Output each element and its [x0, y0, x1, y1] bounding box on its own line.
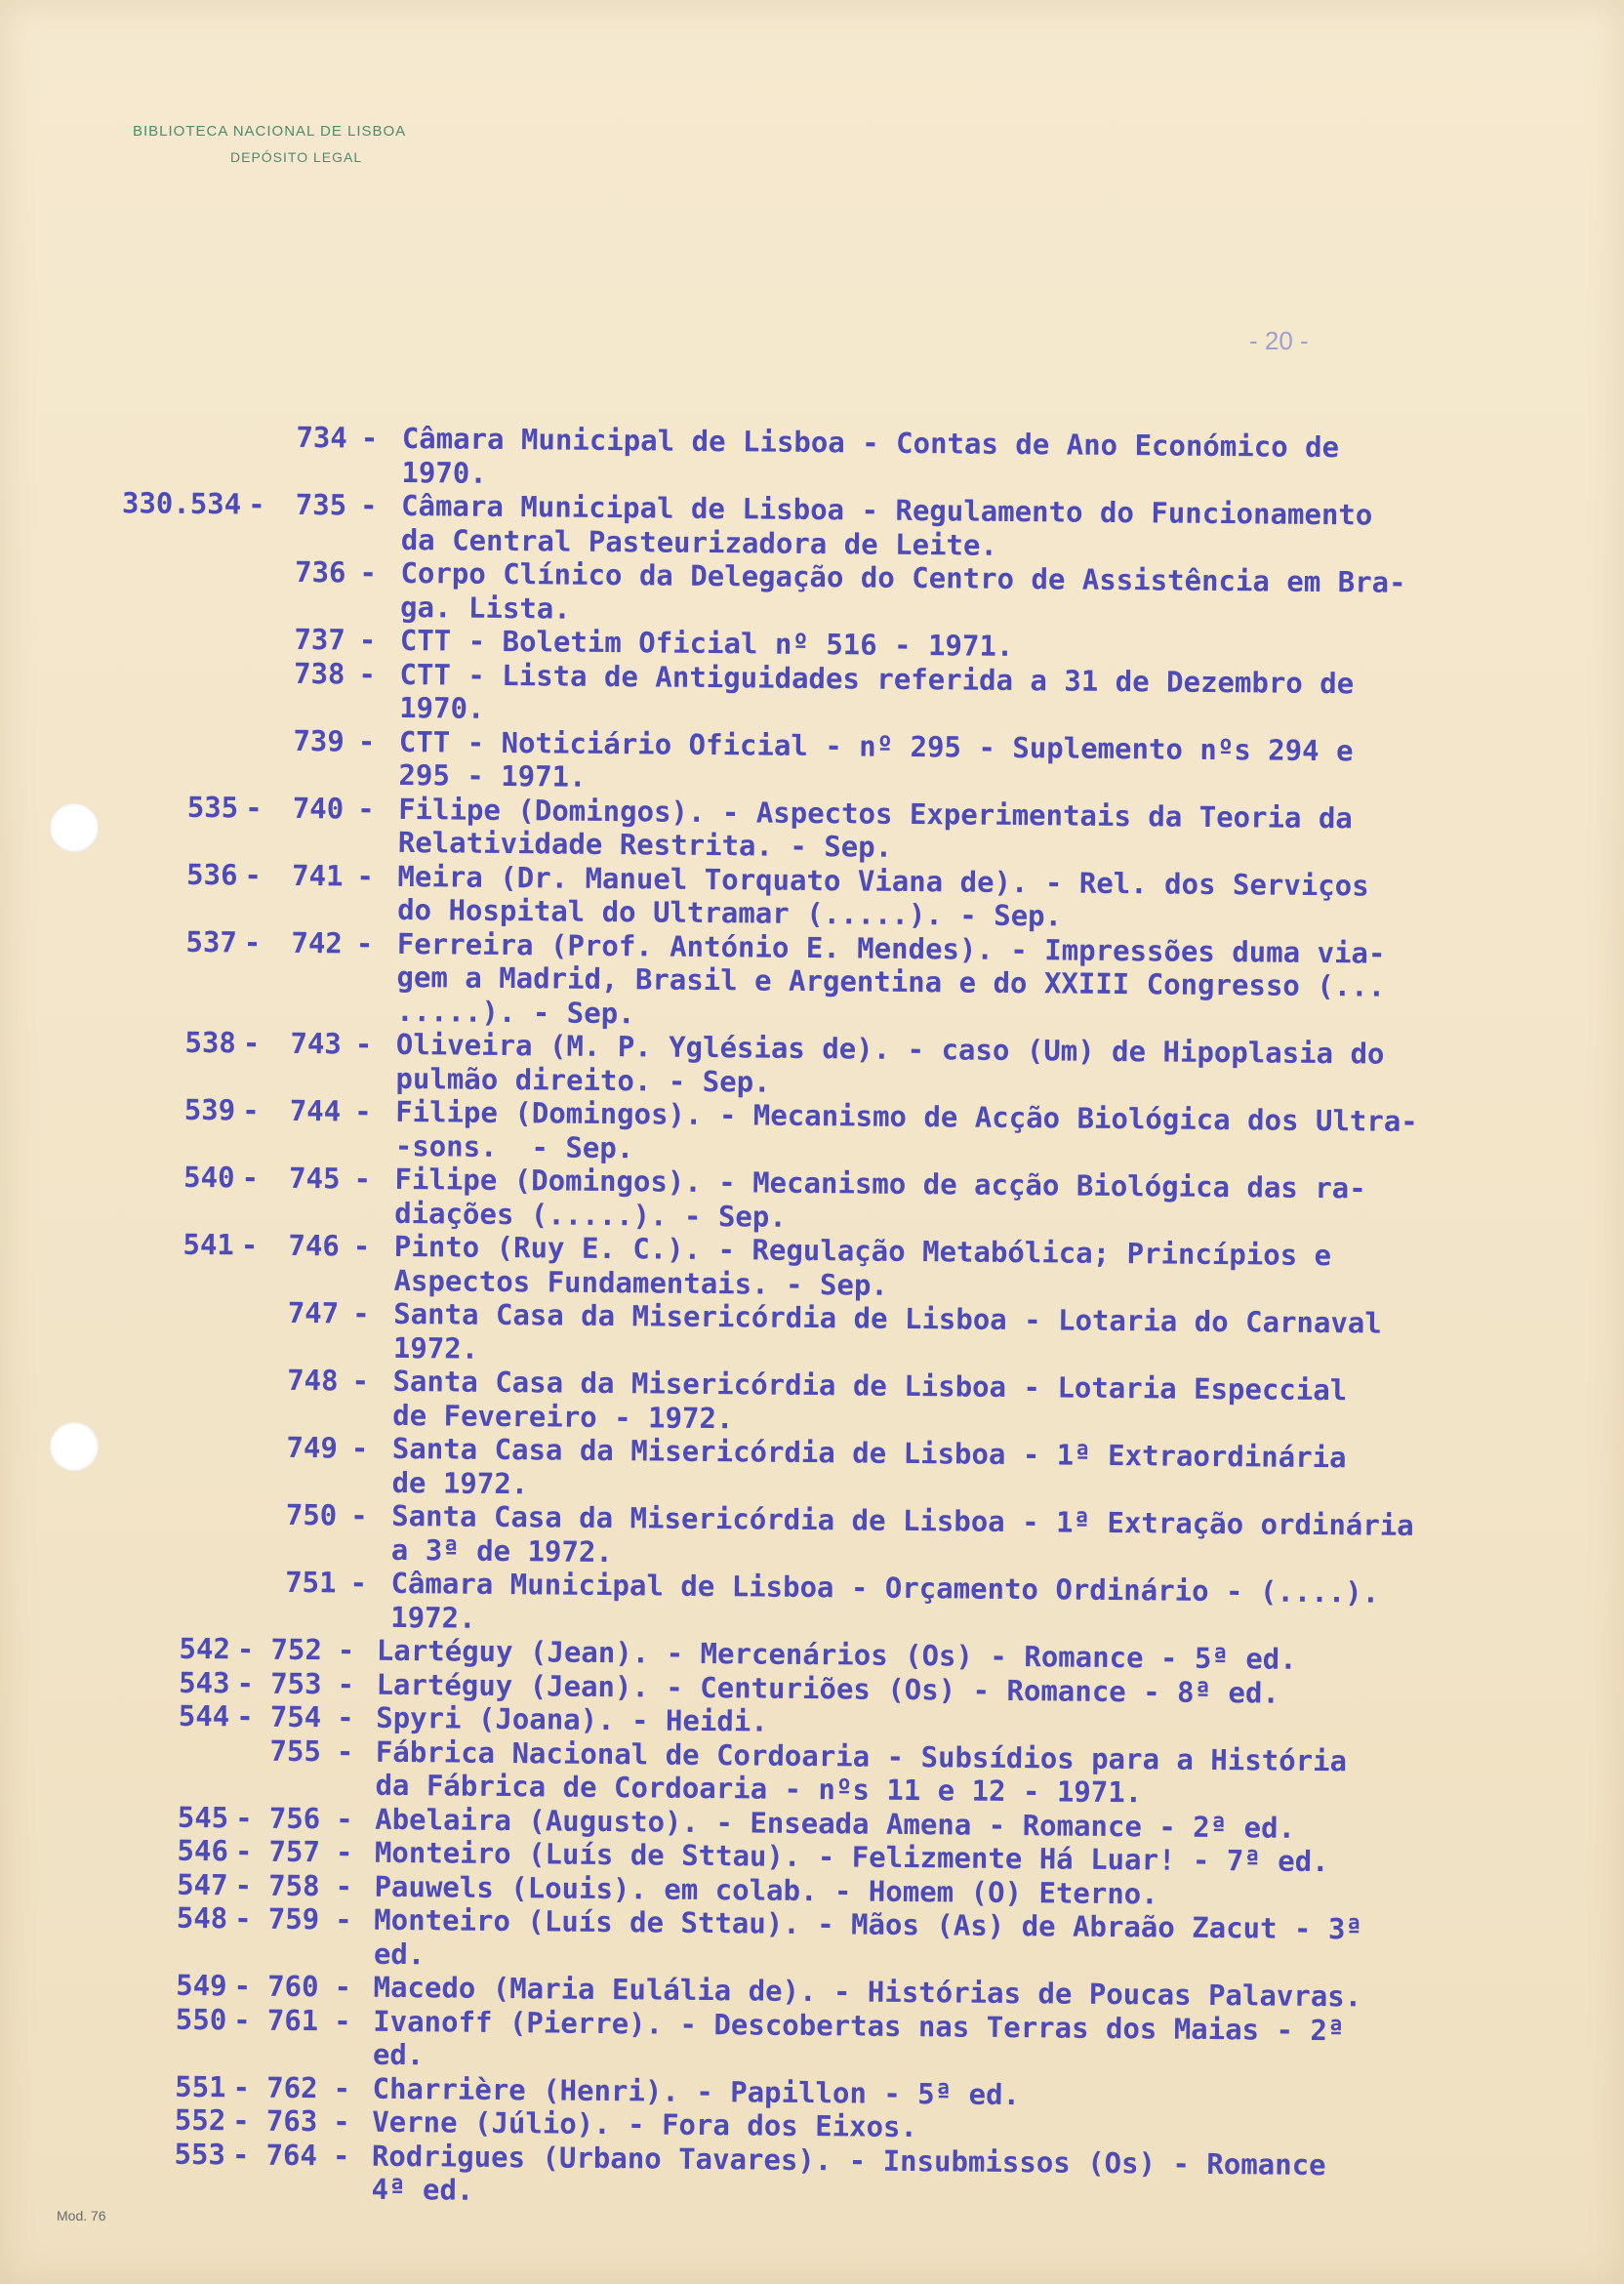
separator-dash: - — [354, 1027, 373, 1061]
entry-number: 760 — [267, 1969, 319, 2004]
catalog-entry — [0, 2135, 1607, 2218]
entry-text: 1970. — [399, 690, 485, 725]
separator-dash: - — [332, 2138, 350, 2173]
entry-text: Santa Casa da Misericórdia de Lisboa - Lotaria do Carnaval — [393, 1296, 1382, 1340]
entry-text: 1970. — [401, 455, 487, 490]
separator-dash: - — [335, 1902, 352, 1937]
entry-text: Oliveira (M. P. Yglésias de). - caso (Um) de Hipoplasia do — [395, 1027, 1385, 1071]
entry-text: Pinto (Ruy E. C.). - Regulação Metabólica; Princípios e — [393, 1229, 1332, 1273]
separator-dash: - — [236, 1665, 255, 1700]
call-number: 550 — [175, 2002, 227, 2036]
entry-text: do Hospital do Ultramar (.....). - Sep. — [397, 892, 1063, 933]
entry-text: ed. — [373, 1937, 426, 1971]
entry-number: 736 — [294, 554, 346, 590]
entry-text: CTT - Noticiário Oficial - nº 295 - Suplemento nºs 294 e — [398, 724, 1354, 767]
entry-number: 755 — [269, 1733, 322, 1768]
entry-text: Filipe (Domingos). - Mecanismo de Acção Biológica dos Ultra- — [395, 1094, 1418, 1138]
entry-text: CTT - Boletim Oficial nº 516 - 1971. — [399, 623, 1014, 663]
call-number: 538 — [184, 1025, 237, 1060]
entry-text: 1972. — [390, 1600, 476, 1635]
separator-dash: - — [359, 488, 378, 522]
entry-number: 735 — [295, 487, 347, 522]
call-number: 552 — [174, 2102, 226, 2138]
separator-dash: - — [357, 724, 376, 758]
separator-dash: - — [236, 1699, 254, 1733]
separator-dash: - — [360, 421, 379, 455]
separator-dash: - — [243, 924, 262, 959]
entry-number: 757 — [268, 1834, 321, 1869]
separator-dash: - — [235, 1800, 253, 1835]
entry-text: Abelaira (Augusto). - Enseada Amena - Romance - 2ª ed. — [375, 1802, 1296, 1845]
call-number: 330.534 — [121, 486, 242, 521]
entry-number: 762 — [266, 2070, 318, 2104]
entry-text: Lartéguy (Jean). - Centuriões (Os) - Romance - 8ª ed. — [376, 1667, 1280, 1710]
entry-text: -sons. - Sep. — [394, 1128, 634, 1164]
separator-dash: - — [335, 1868, 353, 1903]
separator-dash: - — [353, 1162, 372, 1196]
separator-dash: - — [337, 1633, 355, 1667]
letterhead-institution: BIBLIOTECA NACIONAL DE LISBOA — [133, 123, 407, 140]
entry-number: 734 — [296, 420, 347, 455]
separator-dash: - — [241, 1161, 260, 1195]
entry-text: ed. — [372, 2037, 425, 2072]
entry-text: Monteiro (Luís de Sttau). - Mãos (As) de Abraão Zacut - 3ª — [374, 1902, 1363, 1946]
entry-text: Meira (Dr. Manuel Torquato Viana de). - Rel. dos Serviços — [397, 859, 1369, 902]
catalog-entry — [0, 922, 1619, 1039]
entry-number: 753 — [270, 1666, 322, 1700]
entry-number: 745 — [288, 1161, 341, 1196]
entry-text: CTT - Lista de Antiguidades referida a 31 de Dezembro de — [399, 657, 1355, 700]
entry-text: .....). - Sep. — [396, 994, 635, 1030]
entry-number: 750 — [285, 1497, 338, 1532]
entry-text: Fábrica Nacional de Cordoaria - Subsídios para a História — [375, 1734, 1348, 1777]
form-code: Mod. 76 — [57, 2208, 106, 2223]
separator-dash: - — [335, 1835, 353, 1869]
entry-text: Filipe (Domingos). - Aspectos Experimentais da Teoria da — [398, 792, 1354, 835]
call-number: 541 — [183, 1227, 235, 1262]
separator-dash: - — [354, 1094, 372, 1128]
entry-text: Aspectos Fundamentais. - Sep. — [393, 1263, 889, 1302]
separator-dash: - — [350, 1498, 368, 1532]
separator-dash: - — [234, 1867, 253, 1902]
entry-text: a 3ª de 1972. — [390, 1532, 614, 1569]
entry-text: Santa Casa da Misericórdia de Lisboa - 1ª Extração ordinária — [391, 1498, 1414, 1542]
entry-number: 763 — [265, 2103, 318, 2139]
separator-dash: - — [334, 1970, 352, 2004]
entry-number: 738 — [293, 656, 345, 690]
entry-number: 752 — [270, 1632, 323, 1667]
entry-number: 747 — [287, 1295, 340, 1330]
entry-number: 754 — [269, 1699, 322, 1734]
entry-text: Rodrigues (Urbano Tavares). - Insubmissos (Os) - Romance — [371, 2139, 1326, 2182]
call-number: 553 — [174, 2137, 226, 2171]
entry-number: 749 — [286, 1430, 339, 1465]
entry-number: 756 — [268, 1801, 321, 1835]
separator-dash: - — [232, 2069, 251, 2104]
page-number: - 20 - — [1249, 326, 1309, 355]
entry-number: 761 — [266, 2003, 319, 2037]
call-number: 536 — [185, 857, 238, 891]
entry-text: de Fevereiro - 1972. — [392, 1398, 734, 1435]
entry-text: Santa Casa da Misericórdia de Lisboa - 1ª Extraordinária — [391, 1431, 1347, 1475]
separator-dash: - — [231, 2137, 250, 2172]
call-number: 549 — [176, 1968, 227, 2003]
separator-dash: - — [333, 2104, 350, 2139]
separator-dash: - — [355, 926, 374, 960]
call-number: 545 — [177, 1800, 229, 1834]
separator-dash: - — [356, 859, 375, 893]
entry-text: 4ª ed. — [371, 2172, 474, 2207]
entry-text: da Fábrica de Cordoaria - nºs 11 e 12 - 1971. — [375, 1768, 1143, 1810]
call-number: 546 — [177, 1833, 229, 1868]
call-number: 547 — [177, 1867, 228, 1901]
entry-number: 743 — [290, 1026, 343, 1061]
entry-text: de 1972. — [391, 1465, 529, 1500]
entry-text: gem a Madrid, Brasil e Argentina e do XXIII Congresso (... — [396, 959, 1386, 1003]
separator-dash: - — [244, 857, 263, 892]
separator-dash: - — [352, 1296, 370, 1330]
separator-dash: - — [336, 1801, 353, 1836]
separator-dash: - — [358, 623, 377, 657]
call-number: 535 — [186, 790, 239, 824]
separator-dash: - — [232, 2103, 250, 2138]
entry-number: 764 — [265, 2138, 318, 2172]
separator-dash: - — [236, 1632, 255, 1666]
separator-dash: - — [334, 2003, 351, 2038]
entry-text: 1972. — [392, 1330, 479, 1366]
call-number: 544 — [178, 1698, 230, 1733]
call-number: 537 — [185, 924, 238, 958]
separator-dash: - — [352, 1229, 371, 1263]
letterhead-stamp — [133, 123, 406, 165]
entry-text: Câmara Municipal de Lisboa - Orçamento Ordinário - (....). — [390, 1566, 1380, 1610]
separator-dash: - — [242, 1026, 261, 1060]
entry-text: Charrière (Henri). - Papillon - 5ª ed. — [372, 2071, 1021, 2111]
separator-dash: - — [350, 1431, 369, 1465]
separator-dash: - — [247, 487, 265, 521]
entry-text: Lartéguy (Jean). - Mercenários (Os) - Romance - 5ª ed. — [376, 1633, 1297, 1676]
entry-text: Santa Casa da Misericórdia de Lisboa - Lotaria Especcial — [392, 1364, 1348, 1407]
separator-dash: - — [234, 1901, 252, 1936]
separator-dash: - — [337, 1666, 355, 1701]
call-number: 551 — [175, 2069, 226, 2103]
entry-text: diações (.....). - Sep. — [394, 1196, 787, 1234]
separator-dash: - — [233, 1969, 252, 2003]
separator-dash: - — [337, 1700, 354, 1734]
separator-dash: - — [245, 790, 263, 825]
separator-dash: - — [233, 2002, 251, 2037]
entry-text: Câmara Municipal de Lisboa - Contas de Ano Económico de — [401, 421, 1340, 465]
entry-number: 748 — [286, 1363, 339, 1398]
call-number: 540 — [183, 1160, 235, 1195]
catalog-entry-list — [0, 418, 1624, 2218]
entry-text: Verne (Júlio). - Fora dos Eixos. — [372, 2104, 918, 2144]
separator-dash: - — [242, 1093, 260, 1127]
entry-text: Monteiro (Luís de Sttau). - Felizmente Há Luar! - 7ª ed. — [374, 1835, 1329, 1879]
entry-number: 746 — [288, 1228, 341, 1263]
call-number: 539 — [183, 1092, 236, 1127]
entry-text: Macedo (Maria Eulália de). - Histórias de Poucas Palavras. — [373, 1970, 1362, 2014]
call-number: 543 — [179, 1665, 230, 1699]
separator-dash: - — [357, 792, 375, 826]
entry-text: Filipe (Domingos). - Mecanismo de acção Biológica das ra- — [394, 1162, 1366, 1205]
separator-dash: - — [234, 1834, 253, 1868]
entry-number: 740 — [292, 791, 345, 825]
entry-number: 758 — [268, 1868, 320, 1902]
entry-text: Pauwels (Louis). em colab. - Homem (O) Eterno. — [374, 1869, 1158, 1910]
entry-text: Corpo Clínico da Delegação do Centro de Assistência em Bra- — [400, 555, 1406, 599]
entry-text: pulmão direito. - Sep. — [395, 1061, 771, 1099]
separator-dash: - — [359, 555, 378, 590]
entry-text: ga. Lista. — [399, 590, 571, 626]
separator-dash: - — [349, 1566, 368, 1600]
letterhead-department: DEPÓSITO LEGAL — [230, 149, 363, 165]
entry-number: 737 — [294, 622, 345, 657]
entry-text: Ivanoff (Pierre). - Descobertas nas Terras dos Maias - 2ª — [373, 2004, 1345, 2047]
separator-dash: - — [358, 657, 377, 691]
entry-number: 759 — [267, 1901, 320, 1937]
entry-text: Spyri (Joana). - Heidi. — [376, 1700, 768, 1738]
separator-dash: - — [240, 1228, 259, 1262]
entry-text: da Central Pasteurizadora de Leite. — [400, 522, 998, 562]
separator-dash: - — [351, 1364, 370, 1398]
entry-text: 295 - 1971. — [398, 757, 587, 794]
call-number: 542 — [179, 1631, 231, 1666]
entry-number: 741 — [291, 858, 344, 892]
entry-text: Câmara Municipal de Lisboa - Regulamento do Funcionamento — [400, 488, 1373, 532]
separator-dash: - — [336, 1733, 354, 1769]
entry-text: Relatividade Restrita. - Sep. — [397, 825, 893, 864]
entry-number: 744 — [289, 1093, 342, 1128]
entry-text: Ferreira (Prof. António E. Mendes). - Impressões duma via- — [396, 926, 1386, 970]
entry-number: 742 — [291, 925, 344, 959]
call-number: 548 — [176, 1900, 228, 1936]
entry-number: 751 — [285, 1565, 337, 1600]
separator-dash: - — [333, 2070, 351, 2105]
entry-number: 739 — [293, 723, 345, 757]
